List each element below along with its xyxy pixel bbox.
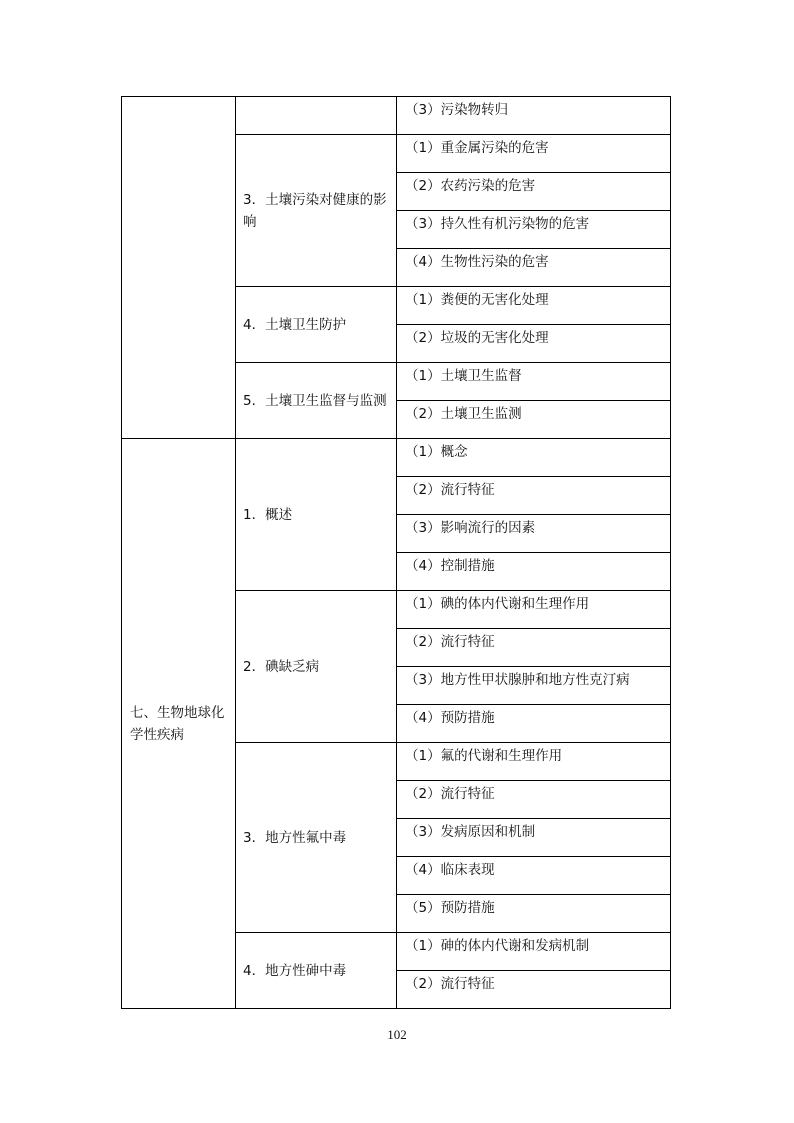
item-cell: [397, 325, 671, 363]
item-text: （1）概念: [405, 444, 468, 460]
topic-title: 3．地方性氟中毒: [236, 743, 397, 933]
topic-title: 3．土壤污染对健康的影响: [236, 135, 397, 287]
topic-title: 5．土壤卫生监督与监测: [236, 363, 397, 439]
item-cell: [397, 781, 671, 819]
page-number: 102: [387, 1027, 407, 1042]
section-title: 七、生物地球化学性疾病: [122, 439, 236, 1009]
item-text: （1）氟的代谢和生理作用: [405, 748, 563, 764]
item-text: （3）污染物转归: [405, 102, 509, 118]
item-cell: [397, 591, 671, 629]
item-cell: [397, 705, 671, 743]
table-row: [122, 439, 671, 477]
item-text: （3）影响流行的因素: [405, 520, 536, 536]
item-cell: [397, 287, 671, 325]
item-cell: [397, 857, 671, 895]
section-title: [122, 97, 236, 439]
topic-title: 2．碘缺乏病: [236, 591, 397, 743]
topic-title: 4．土壤卫生防护: [236, 287, 397, 363]
syllabus-table: [121, 96, 671, 1009]
item-text: （4）控制措施: [405, 558, 495, 574]
item-cell: [397, 819, 671, 857]
item-text: （1）碘的体内代谢和生理作用: [405, 596, 590, 612]
table-row: [122, 97, 671, 135]
item-cell: [397, 667, 671, 705]
item-text: （1）粪便的无害化处理: [405, 292, 549, 308]
item-cell: [397, 363, 671, 401]
item-text: （2）土壤卫生监测: [405, 406, 522, 422]
item-text: （4）临床表现: [405, 862, 495, 878]
item-cell: [397, 173, 671, 211]
item-text: （2）农药污染的危害: [405, 178, 536, 194]
item-cell: [397, 135, 671, 173]
item-cell: [397, 477, 671, 515]
topic-title: 4．地方性砷中毒: [236, 933, 397, 1009]
item-cell: [397, 249, 671, 287]
item-cell: [397, 553, 671, 591]
item-text: （2）流行特征: [405, 976, 495, 992]
item-text: （1）砷的体内代谢和发病机制: [405, 938, 590, 954]
topic-title: [236, 97, 397, 135]
item-cell: [397, 629, 671, 667]
item-cell: [397, 97, 671, 135]
item-text: （2）流行特征: [405, 634, 495, 650]
item-cell: [397, 211, 671, 249]
item-text: （3）地方性甲状腺肿和地方性克汀病: [405, 672, 630, 688]
item-text: （3）持久性有机污染物的危害: [405, 216, 590, 232]
item-text: （5）预防措施: [405, 900, 495, 916]
topic-title: 1．概述: [236, 439, 397, 591]
item-text: （1）重金属污染的危害: [405, 140, 549, 156]
item-cell: [397, 933, 671, 971]
item-text: （2）垃圾的无害化处理: [405, 330, 549, 346]
item-cell: [397, 971, 671, 1009]
item-text: （4）预防措施: [405, 710, 495, 726]
item-text: （4）生物性污染的危害: [405, 254, 549, 270]
item-cell: [397, 439, 671, 477]
item-cell: [397, 895, 671, 933]
item-text: （3）发病原因和机制: [405, 824, 536, 840]
item-text: （2）流行特征: [405, 786, 495, 802]
item-text: （1）土壤卫生监督: [405, 368, 522, 384]
item-text: （2）流行特征: [405, 482, 495, 498]
item-cell: [397, 743, 671, 781]
item-cell: [397, 515, 671, 553]
item-cell: [397, 401, 671, 439]
